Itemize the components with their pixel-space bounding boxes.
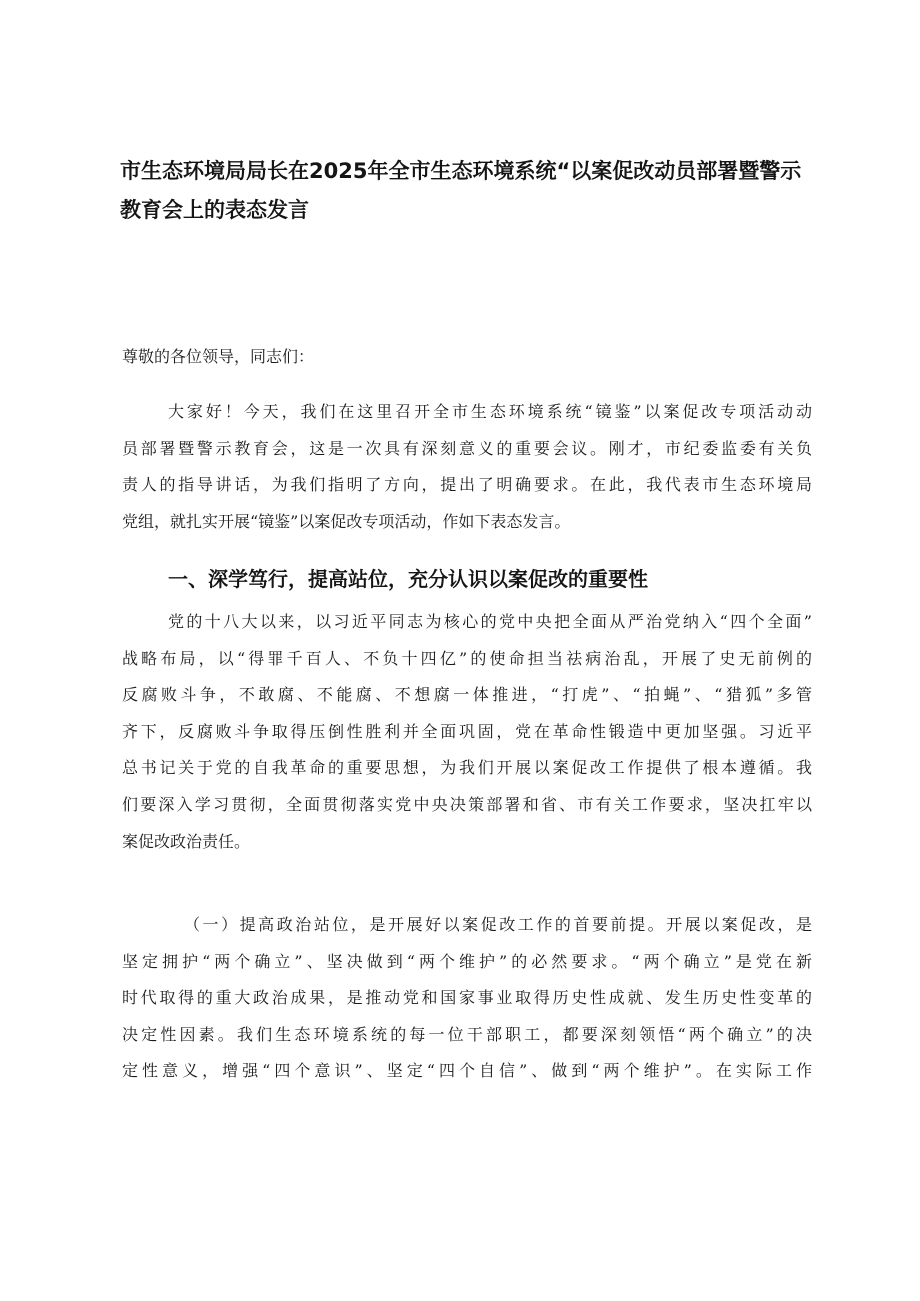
intro-line-2: 员部署暨警示教育会，这是一次具有深刻意义的重要会议。刚才，市纪委监委有关负 bbox=[122, 438, 812, 458]
subsection1-line-2: 坚定拥护“两个确立”、坚决做到“两个维护”的必然要求。“两个确立”是党在新 bbox=[122, 951, 812, 971]
salutation: 尊敬的各位领导，同志们： bbox=[122, 347, 315, 366]
section1-line-1: 党的十八大以来，以习近平同志为核心的党中央把全面从严治党纳入“四个全面” bbox=[168, 612, 812, 631]
section1-line-6: 们要深入学习贯彻，全面贯彻落实党中央决策部署和省、市有关工作要求，坚决扛牢以 bbox=[122, 794, 812, 814]
section1-line-2: 战略布局，以“得罪千百人、不负十四亿”的使命担当祛病治乱，开展了史无前例的 bbox=[122, 648, 812, 668]
intro-line-3: 责人的指导讲话，为我们指明了方向，提出了明确要求。在此，我代表市生态环境局 bbox=[122, 475, 812, 495]
section1-line-7: 案促改政治责任。 bbox=[122, 831, 251, 851]
intro-line-4: 党组，就扎实开展“镜鉴”以案促改专项活动，作如下表态发言。 bbox=[122, 511, 571, 531]
subsection1-paragraph bbox=[122, 907, 812, 1090]
section1-line-4: 齐下，反腐败斗争取得压倒性胜利并全面巩固，党在革命性锻造中更加坚强。习近平 bbox=[122, 721, 812, 741]
section-heading-1: 一、深学笃行，提高站位，充分认识以案促改的重要性 bbox=[168, 567, 648, 591]
subsection1-line-1: （一）提高政治站位，是开展好以案促改工作的首要前提。开展以案促改，是 bbox=[184, 915, 812, 934]
section1-line-5: 总书记关于党的自我革命的重要思想，为我们开展以案促改工作提供了根本遵循。我 bbox=[122, 758, 812, 778]
title-line-1: 市生态环境局局长在2025年全市生态环境系统“以案促改动员部署暨警示 bbox=[120, 159, 802, 183]
intro-line-1: 大家好！今天，我们在这里召开全市生态环境系统“镜鉴”以案促改专项活动动 bbox=[168, 402, 812, 421]
intro-paragraph bbox=[122, 394, 812, 540]
section1-line-3: 反腐败斗争，不敢腐、不能腐、不想腐一体推进，“打虎”、“拍蝇”、“猎狐”多管 bbox=[122, 685, 812, 705]
subsection1-line-3: 时代取得的重大政治成果，是推动党和国家事业取得历史性成就、发生历史性变革的 bbox=[122, 988, 812, 1008]
subsection1-line-4: 决定性因素。我们生态环境系统的每一位干部职工，都要深刻领悟“两个确立”的决 bbox=[122, 1024, 812, 1044]
section1-paragraph bbox=[122, 604, 812, 860]
title-line-2: 教育会上的表态发言 bbox=[120, 198, 309, 222]
document-title bbox=[120, 152, 800, 230]
subsection1-line-5: 定性意义，增强“四个意识”、坚定“四个自信”、做到“两个维护”。在实际工作 bbox=[122, 1061, 812, 1081]
